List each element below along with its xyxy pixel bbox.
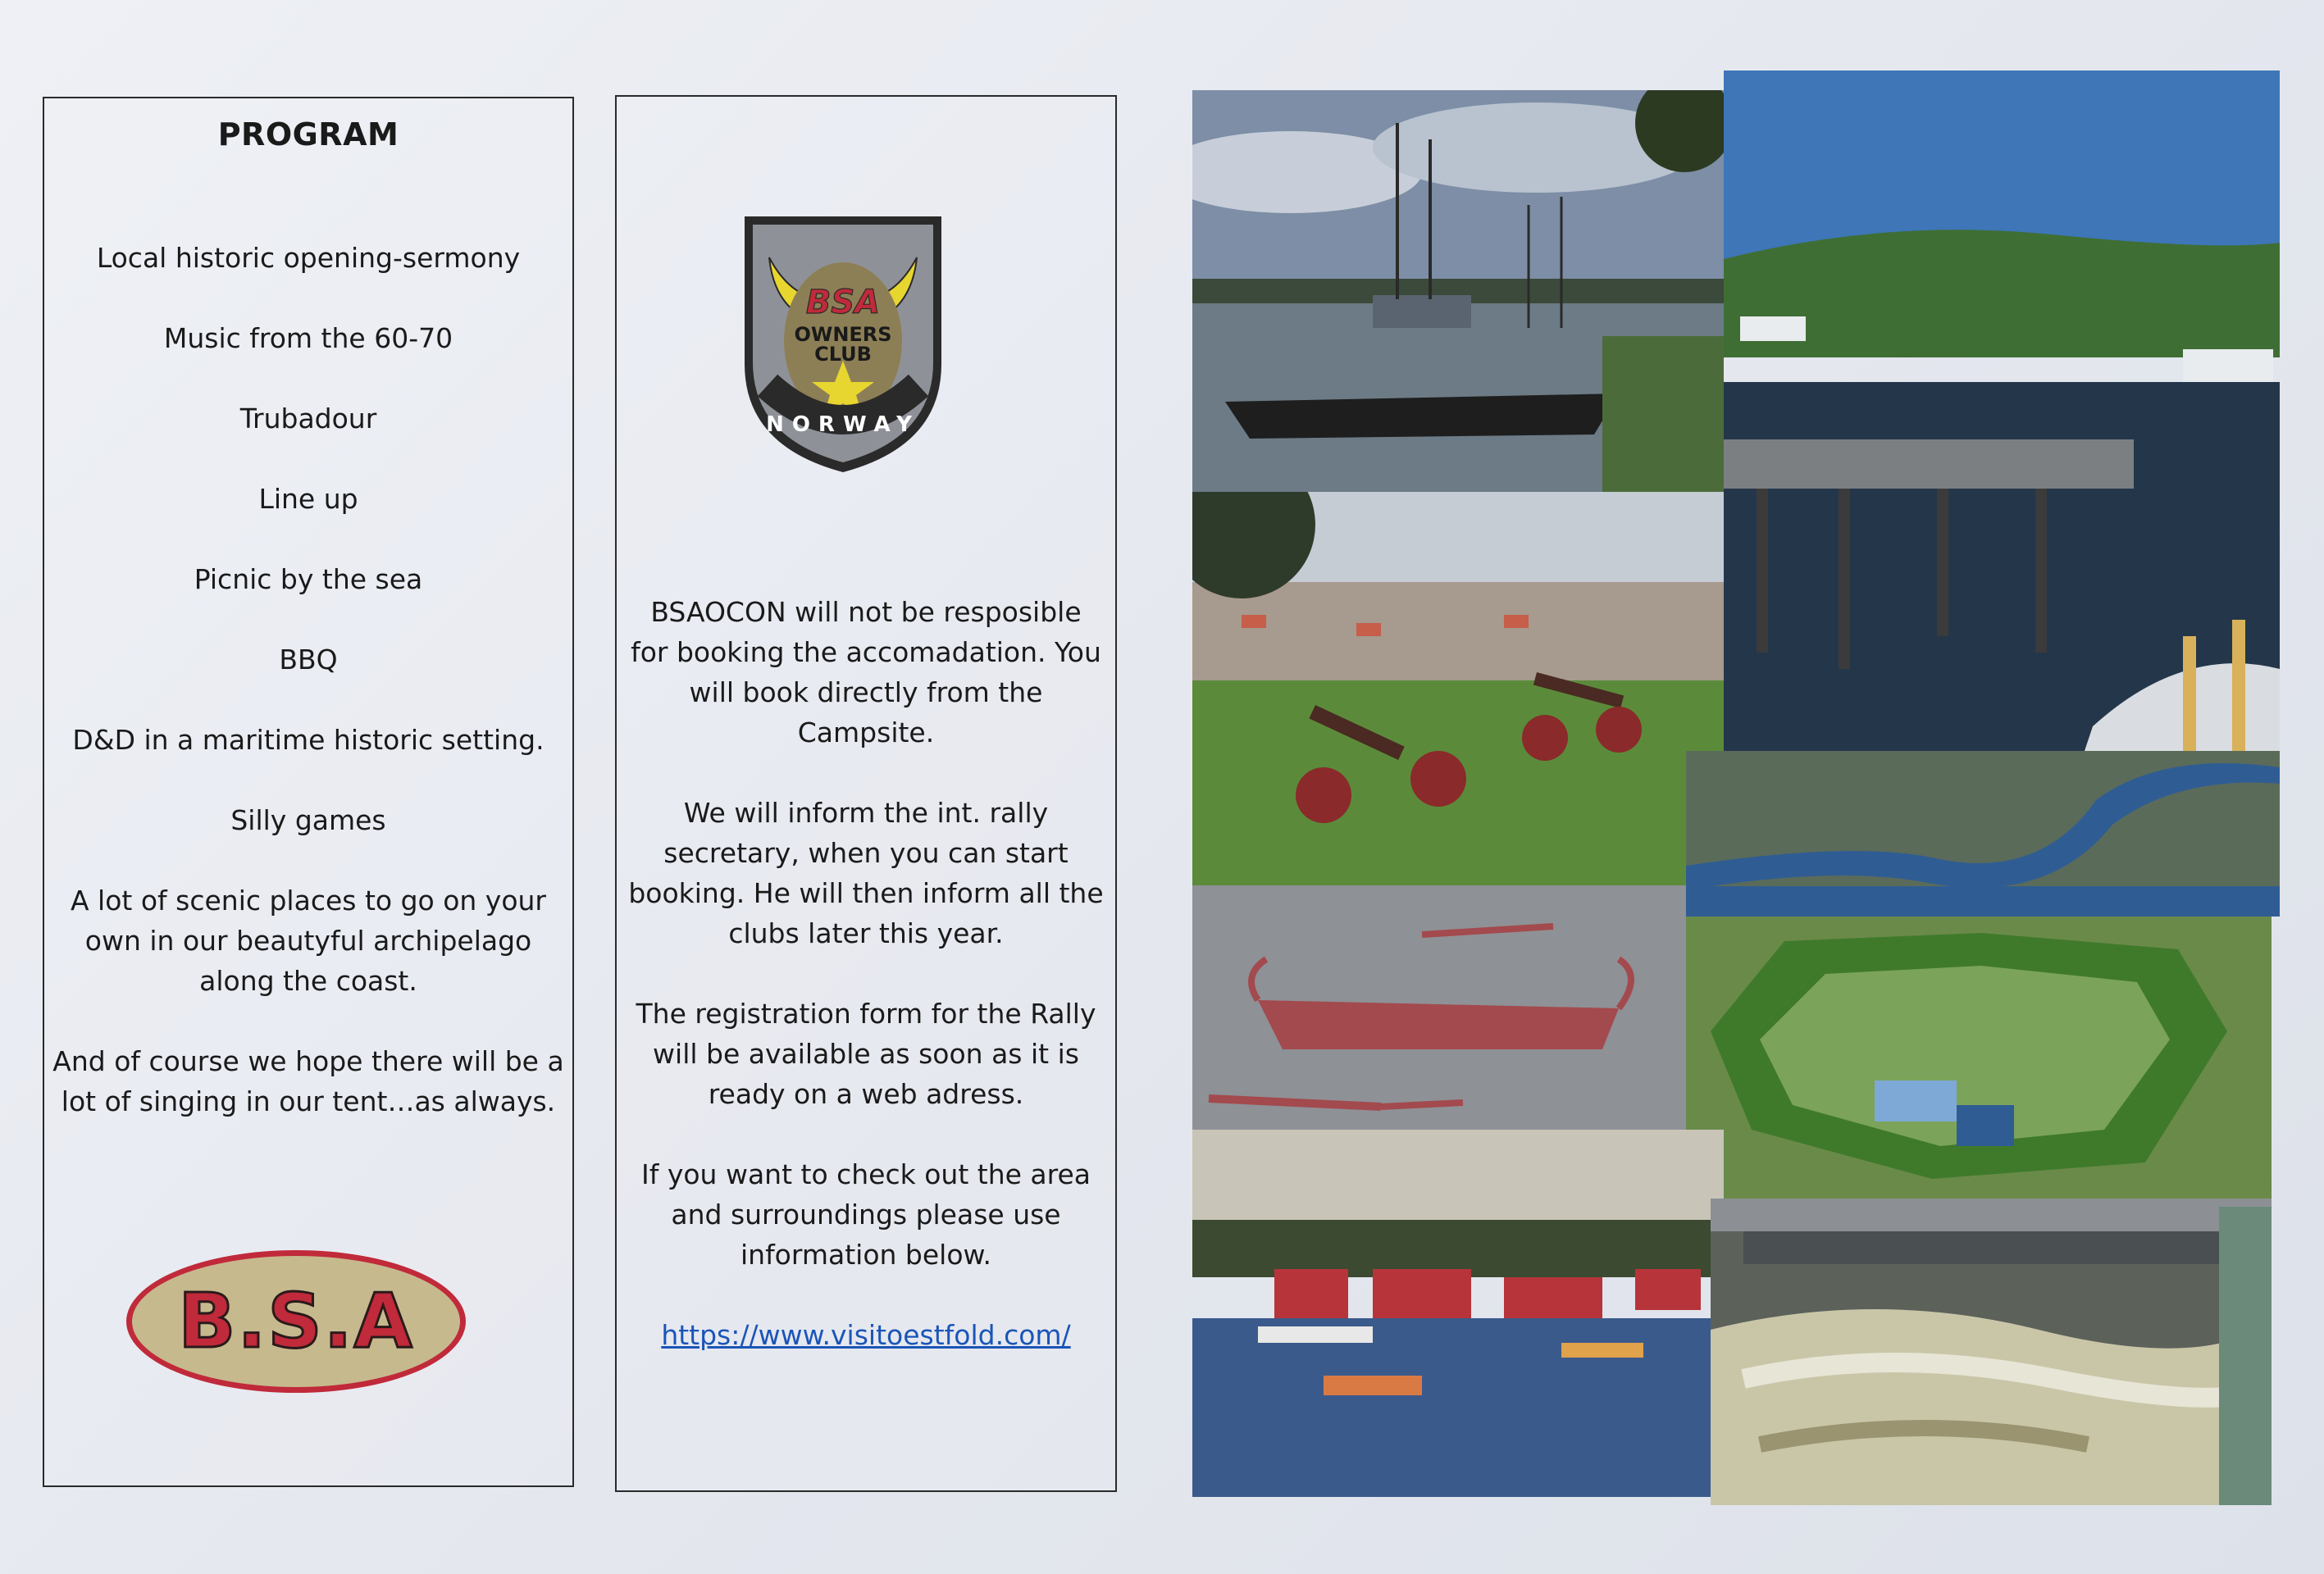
program-item: Silly games [230,804,386,836]
program-item: Picnic by the sea [194,563,423,595]
crest-norway: NORWAY [766,412,920,437]
river-aerial-photo [1686,751,2280,917]
crest-owners: OWNERS [794,323,892,346]
fortress-cannons-photo [1192,492,1724,885]
program-item: BBQ [279,644,338,676]
program-item: Music from the 60-70 [163,322,453,354]
bsa-logo [126,1250,466,1393]
program-item: Trubadour [239,403,377,434]
star-fort-aerial-photo [1686,917,2272,1199]
info-paragraph: If you want to check out the area and surroundings please use information below. [640,1158,1091,1271]
fishing-village-harbor-photo [1192,1130,1724,1497]
program-list [52,238,564,1162]
program-item: And of course we hope there will be a lot of singing in our tent…as always. [52,1045,564,1117]
program-panel [43,97,574,1487]
rock-carving-ship-photo [1192,885,1686,1130]
program-item: Local historic opening-sermony [96,242,521,274]
program-item: Line up [258,483,358,515]
visit-oestfold-link[interactable]: https://www.visitoestfold.com/ [661,1319,1071,1351]
program-item: D&D in a maritime historic setting. [72,724,545,756]
bsa-logo-text: B.S.A [178,1277,414,1365]
crest-brand: BSA [805,284,881,321]
photo-collage [1192,71,2280,1505]
harbor-tall-ship-photo [1192,90,1724,492]
crest-club: CLUB [814,343,872,366]
program-title: PROGRAM [217,116,399,152]
info-paragraph: We will inform the int. rally secretary, when you can start booking. He will then inform all the clubs later this year. [628,797,1104,949]
waterfall-dam-photo [1711,1199,2272,1505]
info-panel [615,95,1117,1492]
program-item: A lot of scenic places to go on your own in our beautyful archipelago along the coast. [70,885,546,997]
info-text [628,592,1104,1355]
info-paragraph: BSAOCON will not be resposible for booking the accomadation. You will book directly from the Campsite. [631,596,1101,748]
wooden-pier-bay-photo [1724,71,2280,751]
info-paragraph: The registration form for the Rally will be available as soon as it is ready on a web adress. [636,998,1096,1110]
owners-club-crest [736,200,950,479]
